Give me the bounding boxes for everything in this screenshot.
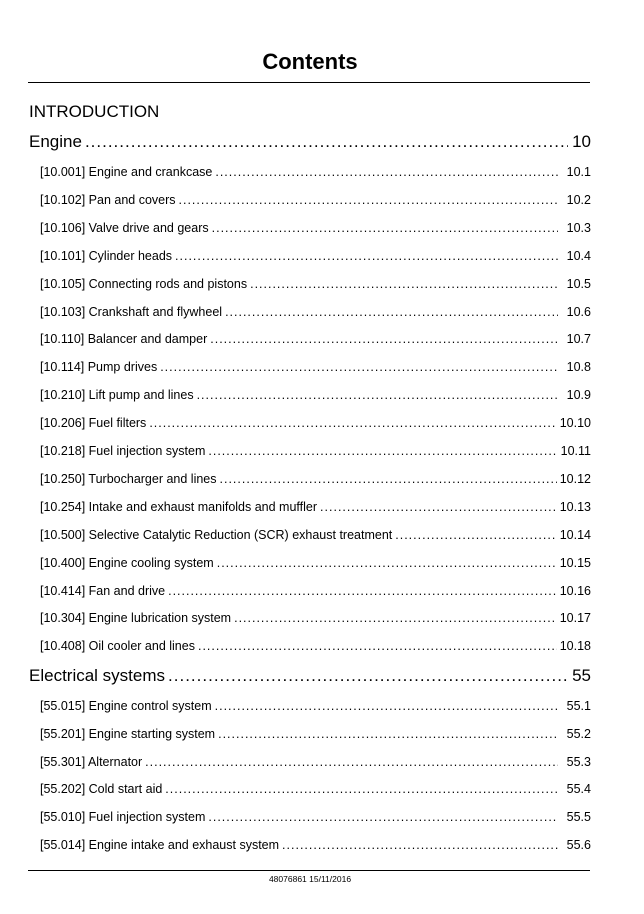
toc-item-row[interactable] (40, 782, 591, 800)
toc-item-row[interactable] (40, 277, 591, 295)
dot-leader (85, 132, 568, 152)
toc-item-row[interactable] (40, 584, 591, 602)
toc-item-page: 10.2 (566, 192, 591, 207)
dot-leader (168, 666, 568, 686)
toc-item-page: 10.12 (559, 471, 591, 486)
dot-leader (210, 332, 558, 346)
toc-item-label: [10.218] Fuel injection system (40, 444, 206, 458)
toc-item-page: 55.1 (566, 699, 591, 713)
toc-section-row[interactable] (29, 666, 591, 688)
toc-section-page: 55 (572, 666, 591, 685)
toc-section-row[interactable] (29, 132, 591, 154)
toc-item-row[interactable] (40, 305, 591, 323)
dot-leader (175, 249, 558, 263)
toc-item-label: [55.201] Engine starting system (40, 726, 216, 741)
toc-item-row[interactable] (40, 556, 591, 574)
toc-item-page: 55.6 (566, 838, 591, 852)
toc-item-page: 10.10 (559, 416, 591, 431)
toc-item-page: 10.17 (559, 611, 591, 626)
toc-item-row[interactable] (40, 727, 591, 745)
toc-item-page: 55.3 (566, 754, 591, 769)
toc-item-page: 10.18 (559, 639, 591, 654)
toc-item-row[interactable] (40, 193, 591, 211)
toc-item-page: 10.3 (566, 220, 591, 235)
toc-item-label: [55.202] Cold start aid (40, 782, 163, 797)
toc-item-page: 10.14 (559, 527, 591, 542)
toc-item-label: [10.101] Cylinder heads (40, 248, 173, 263)
toc-item-page: 10.7 (566, 332, 591, 347)
toc-item-row[interactable] (40, 810, 591, 828)
toc-item-page: 10.11 (560, 444, 591, 458)
toc-item-label: [55.301] Alternator (40, 754, 143, 769)
title-rule (28, 82, 590, 83)
toc-item-label: [10.102] Pan and covers (40, 192, 176, 207)
toc-item-label: [55.015] Engine control system (40, 699, 212, 713)
toc-item-row[interactable] (40, 500, 591, 518)
dot-leader (215, 165, 558, 179)
toc-item-page: 10.4 (566, 248, 591, 263)
toc-item-row[interactable] (40, 332, 591, 350)
dot-leader (168, 584, 557, 598)
toc-item-label: [10.001] Engine and crankcase (40, 165, 213, 179)
toc-section-page: 10 (572, 132, 591, 151)
dot-leader (179, 193, 558, 207)
toc-item-label: [10.254] Intake and exhaust manifolds and muffler (40, 499, 318, 514)
toc-item-row[interactable] (40, 699, 591, 717)
dot-leader (165, 782, 558, 796)
toc-item-label: [10.110] Balancer and damper (40, 332, 208, 347)
toc-item-label: [55.010] Fuel injection system (40, 810, 206, 825)
toc-section-title: Electrical systems (29, 666, 166, 685)
footer-rule (28, 870, 590, 871)
toc-item-row[interactable] (40, 755, 591, 773)
dot-leader (212, 221, 558, 235)
toc-item-page: 10.6 (566, 304, 591, 319)
dot-leader (218, 727, 558, 741)
toc-item-label: [10.103] Crankshaft and flywheel (40, 304, 223, 319)
toc-item-label: [10.210] Lift pump and lines (40, 388, 194, 403)
toc-item-label: [10.414] Fan and drive (40, 583, 166, 598)
toc-item-page: 10.1 (566, 165, 591, 179)
toc-item-row[interactable] (40, 249, 591, 267)
toc-item-label: [55.014] Engine intake and exhaust system (40, 838, 280, 852)
dot-leader (220, 472, 557, 486)
toc-item-row[interactable] (40, 444, 591, 462)
toc-item-label: [10.304] Engine lubrication system (40, 611, 232, 626)
dot-leader (149, 416, 556, 430)
toc-item-page: 10.16 (559, 583, 591, 598)
toc-section-title: Engine (29, 132, 82, 151)
toc-item-page: 10.15 (559, 555, 591, 570)
dot-leader (320, 500, 557, 514)
toc-item-label: [10.114] Pump drives (40, 360, 158, 375)
dot-leader (215, 699, 558, 713)
introduction-heading: INTRODUCTION (29, 102, 160, 121)
toc-item-page: 10.8 (566, 360, 591, 375)
toc-item-row[interactable] (40, 360, 591, 378)
toc-item-row[interactable] (40, 472, 591, 490)
dot-leader (160, 360, 558, 374)
toc-item-row[interactable] (40, 611, 591, 629)
dot-leader (208, 810, 558, 824)
dot-leader (282, 838, 558, 852)
dot-leader (225, 305, 558, 319)
toc-item-row[interactable] (40, 838, 591, 856)
dot-leader (250, 277, 558, 291)
toc-item-label: [10.106] Valve drive and gears (40, 220, 209, 235)
toc-item-label: [10.408] Oil cooler and lines (40, 639, 195, 654)
toc-item-page: 55.4 (566, 782, 591, 797)
dot-leader (208, 444, 557, 458)
toc-item-row[interactable] (40, 528, 591, 546)
dot-leader (395, 528, 556, 542)
toc-item-row[interactable] (40, 639, 591, 657)
toc-item-page: 10.13 (559, 499, 591, 514)
toc-item-row[interactable] (40, 165, 591, 183)
page-title: Contents (262, 49, 358, 74)
dot-leader (145, 755, 558, 769)
toc-item-label: [10.500] Selective Catalytic Reduction (SCR) exhaust treatment (40, 527, 393, 542)
toc-item-label: [10.400] Engine cooling system (40, 555, 214, 570)
dot-leader (234, 611, 557, 625)
toc-item-page: 55.2 (566, 726, 591, 741)
dot-leader (217, 556, 557, 570)
toc-item-label: [10.206] Fuel filters (40, 416, 147, 431)
dot-leader (198, 639, 557, 653)
toc-item-page: 10.9 (566, 388, 591, 403)
toc-item-page: 10.5 (566, 276, 591, 291)
toc-item-row[interactable] (40, 221, 591, 239)
toc-item-page: 55.5 (566, 810, 591, 825)
toc-item-label: [10.250] Turbocharger and lines (40, 471, 217, 486)
footer-doc-info: 48076861 15/11/2016 (268, 874, 352, 884)
toc-item-row[interactable] (40, 388, 591, 406)
dot-leader (197, 388, 558, 402)
toc-item-label: [10.105] Connecting rods and pistons (40, 276, 248, 291)
toc-item-row[interactable] (40, 416, 591, 434)
